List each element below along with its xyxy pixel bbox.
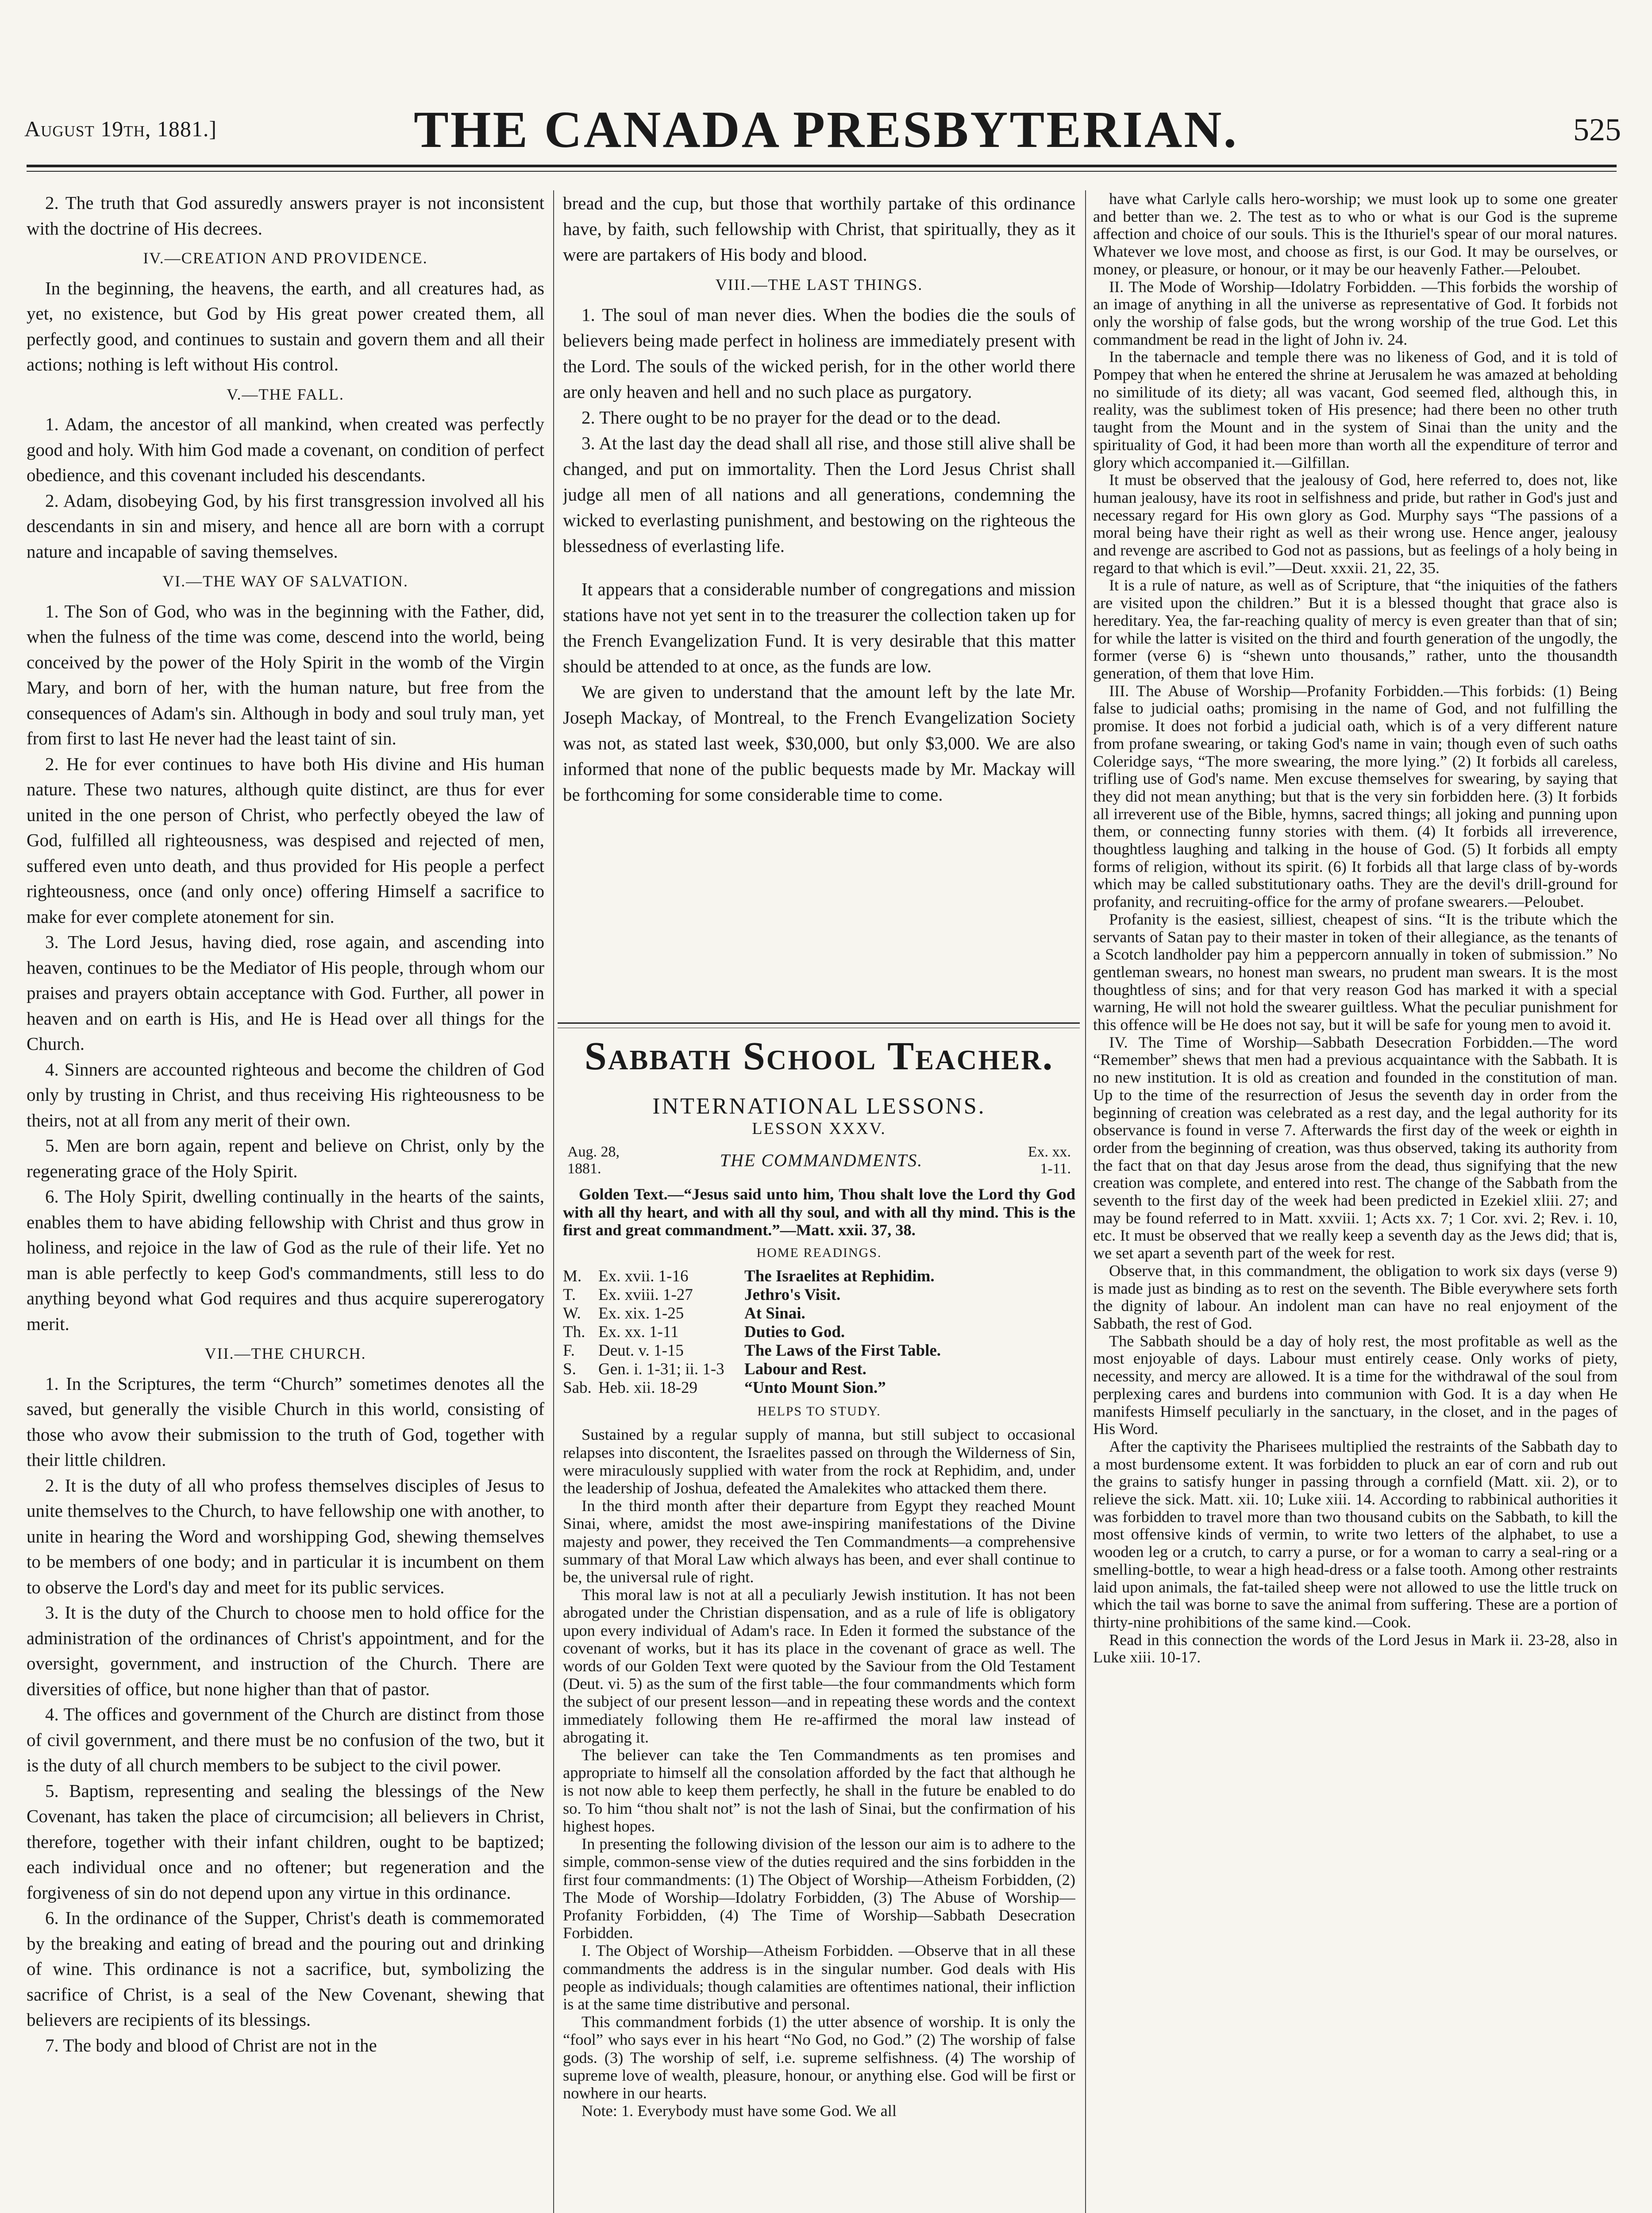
lesson-reference: Ex. xx. 1-11. bbox=[1028, 1144, 1071, 1177]
paragraph: II. The Mode of Worship—Idolatry Forbidden. —This forbids the worship of an image of anything in all the universe as representative of God. It forbids not only the worship of false gods, but the wrong worship of the true God. Let this commandment be read in the light of John iv. 24. bbox=[1093, 278, 1617, 348]
sabbath-school-lesson bbox=[563, 1098, 1075, 2213]
paragraph: 4. The offices and government of the Church are distinct from those of civil government, and there must be no confusion of the two, but it is the duty of all church members to be subject to the civil power. bbox=[27, 1704, 544, 1775]
reading-title: The Israelites at Rephidim. bbox=[744, 1267, 935, 1286]
reading-reference: Gen. i. 1-31; ii. 1-3 bbox=[598, 1360, 724, 1379]
paragraph: 6. In the ordinance of the Supper, Christ's death is commemorated by the breaking and eating of bread and the pouring out and drinking of wine. This ordinance is not a sacrifice, but, symbolizing the sacrifice of Christ, is a seal of the New Covenant, shewing that believers are recipients of its blessings. bbox=[27, 1908, 544, 2030]
reading-row bbox=[563, 1360, 1075, 1379]
section-heading: VIII.—THE LAST THINGS. bbox=[715, 276, 923, 293]
paragraph: I. The Object of Worship—Atheism Forbidden. —Observe that in all these commandments the address is in the singular number. God deals with His people as individuals; though calamities are oftentimes national, their infliction is at the same time distributive and personal. bbox=[563, 1942, 1075, 2013]
reading-day: W. bbox=[563, 1304, 581, 1323]
paragraph: Note: 1. Everybody must have some God. We all bbox=[581, 2102, 897, 2120]
reading-title: “Unto Mount Sion.” bbox=[744, 1379, 886, 1397]
paragraph: 1. Adam, the ancestor of all mankind, when created was perfectly good and holy. With him God made a covenant, on condition of perfect obedience, and this covenant included his descendants. bbox=[27, 414, 544, 485]
reading-title: At Sinai. bbox=[744, 1304, 805, 1323]
paragraph: have what Carlyle calls hero-worship; we must look up to some one greater and better than we. 2. The test as to who or what is our God is the supreme affection and choice of our souls. This is the Ithuriel's spear of our moral natures. Whatever we love most, and choose as first, is our God. It may be ourselves, or money, or pleasure, or honour, or it may be our heavenly Father.—Peloubet. bbox=[1093, 190, 1617, 278]
reading-row bbox=[563, 1267, 1075, 1286]
paragraph: Read in this connection the words of the Lord Jesus in Mark ii. 23-28, also in Luke xiii. 10-17. bbox=[1093, 1631, 1617, 1666]
reading-reference: Ex. xix. 1-25 bbox=[598, 1304, 684, 1323]
reading-reference: Ex. xviii. 1-27 bbox=[598, 1286, 693, 1304]
reading-day: T. bbox=[563, 1286, 576, 1304]
reading-day: Sab. bbox=[563, 1379, 592, 1397]
home-readings-list bbox=[563, 1267, 1075, 1397]
column-divider bbox=[1085, 190, 1086, 2213]
masthead-rule-thin bbox=[27, 171, 1617, 172]
paragraph: We are given to understand that the amount left by the late Mr. Joseph Mackay, of Montreal, to the French Evangelization Society was not, as stated last week, $30,000, but only $3,000. We are also informed that none of the public bequests made by Mr. Mackay will be forthcoming for some considerable time to come. bbox=[563, 682, 1075, 805]
paragraph: In the beginning, the heavens, the earth, and all creatures had, as yet, no existence, but God by His great power created them, all perfectly good, and continues to sustain and govern them and all their actions; nothing is left without His control. bbox=[27, 278, 544, 374]
lessons-heading: INTERNATIONAL LESSONS. bbox=[652, 1098, 986, 1119]
section-heading: VII.—THE CHURCH. bbox=[204, 1345, 366, 1362]
paragraph: It appears that a considerable number of congregations and mission stations have not yet sent in to the treasurer the collection taken up for the French Evangelization Fund. It is very desirable that this matter should be attended to at once, as the funds are low. bbox=[563, 579, 1075, 676]
paragraph: 2. He for ever continues to have both His divine and His human nature. These two natures, although quite distinct, are thus for ever united in the one person of Christ, who perfectly obeyed the law of God, fulfilled all righteousness, was despised and rejected of men, suffered even unto death, and thus provided for His people a perfect righteousness, once (and only once) offering Himself a sacrifice to make for ever complete atonement for sin. bbox=[27, 753, 544, 927]
paragraph: 5. Men are born again, repent and believe on Christ, only by the regenerating grace of the Holy Spirit. bbox=[27, 1135, 544, 1181]
lesson-body bbox=[563, 1426, 1075, 2120]
masthead bbox=[0, 0, 1652, 159]
reading-day: Th. bbox=[563, 1323, 585, 1342]
newspaper-title: THE CANADA PRESBYTERIAN. bbox=[413, 100, 1238, 158]
issue-date: August 19th, 1881.] bbox=[24, 116, 217, 141]
section-rule bbox=[558, 1022, 1080, 1024]
paragraph: 3. The Lord Jesus, having died, rose again, and ascending into heaven, continues to be the Mediator of His people, through whom our praises and prayers obtain acceptance with God. Further, all power in heaven and on earth is His, and He is Head over all things for the Church. bbox=[27, 932, 544, 1054]
paragraph: 5. Baptism, representing and sealing the blessings of the New Covenant, has taken the place of circumcision; all believers in Christ, therefore, together with their infant children, ought to be baptized; each individual once and no oftener; but regeneration and the forgiveness of sin do not depend upon any virtue in this ordinance. bbox=[27, 1780, 544, 1903]
reading-title: The Laws of the First Table. bbox=[744, 1342, 941, 1360]
paragraph: 1. In the Scriptures, the term “Church” sometimes denotes all the saved, but generally the visible Church in this world, consisting of those who avow their submission to the truth of God, together with their little children. bbox=[27, 1373, 544, 1470]
paragraph: The believer can take the Ten Commandments as ten promises and appropriate to himself all the consolation afforded by the fact that although he is not now able to keep them perfectly, he shall in the future be enabled to do so. To him “thou shalt not” is not the lash of Sinai, but the confirmation of his highest hopes. bbox=[563, 1746, 1075, 1835]
reading-row bbox=[563, 1323, 1075, 1342]
paragraph: After the captivity the Pharisees multiplied the restraints of the Sabbath day to a most burdensome extent. It was forbidden to pluck an ear of corn and rub out the grains to satisfy hunger in passing through a cornfield (Matt. xii. 2), or to relieve the sick. Matt. xii. 10; Luke xiii. 14. According to rabbinical authorities it was forbidden to travel more than two thousand cubits on the Sabbath, to kill the most offensive kinds of vermin, to write two letters of the alphabet, to use a wooden leg or a crutch, to carry a purse, or for a woman to carry a seal-ring or a smelling-bottle, to wear a high head-dress or a false tooth. Among other restraints laid upon animals, the fat-tailed sheep were not allowed to use the little truck on which the tail was borne to save the animal from suffering. These are a portion of thirty-nine prohibitions of the same kind.—Cook. bbox=[1093, 1437, 1617, 1631]
section-heading: IV.—CREATION AND PROVIDENCE. bbox=[143, 249, 428, 267]
paragraph: bread and the cup, but those that worthily partake of this ordinance have, by faith, such fellowship with Christ, that spiritually, they as it were are partakers of His body and blood. bbox=[563, 193, 1075, 265]
paragraph: In presenting the following division of the lesson our aim is to adhere to the simple, common-sense view of the duties required and the sins forbidden in the first four commandments: (1) The Object of Worship—Atheism Forbidden, (2) The Mode of Worship—Idolatry Forbidden, (3) The Abuse of Worship—Profanity Forbidden, (4) The Time of Worship—Sabbath Desecration Forbidden. bbox=[563, 1835, 1075, 1942]
column-divider bbox=[553, 190, 554, 2213]
reading-row bbox=[563, 1286, 1075, 1304]
paragraph: 1. The Son of God, who was in the beginning with the Father, did, when the fulness of the time was come, descend into the world, being conceived by the power of the Holy Spirit in the womb of the Virgin Mary, and born of her, with the human nature, but free from the consequences of Adam's sin. Although in body and soul truly man, yet from first to last He never had the least taint of sin. bbox=[27, 601, 544, 748]
column-1 bbox=[27, 190, 544, 2213]
reading-title: Duties to God. bbox=[744, 1323, 845, 1342]
section-heading: V.—THE FALL. bbox=[227, 385, 344, 403]
paragraph: The Sabbath should be a day of holy rest, the most profitable as well as the most enjoyable of days. Labour must entirely cease. Only works of piety, necessity, and mercy are allowed. It is a time for the withdrawal of the soul from perplexing cares and burdens into communion with God. It is a day when He manifests Himself peculiarly in the sanctuary, in the closet, and in the pages of His Word. bbox=[1093, 1332, 1617, 1438]
reading-row bbox=[563, 1342, 1075, 1360]
lesson-number: LESSON XXXV. bbox=[752, 1119, 886, 1138]
reading-title: Labour and Rest. bbox=[744, 1360, 866, 1379]
lesson-header-row bbox=[567, 1144, 1071, 1177]
paragraph: III. The Abuse of Worship—Profanity Forbidden.—This forbids: (1) Being false to judicial oaths; promising in the name of God, and not fulfilling the promise. It does not forbid a judicial oath, which is of a very different nature from profane swearing, or taking God's name in vain; though even of such oaths Coleridge says, “The more swearing, the more lying.” (2) It forbids all careless, trifling use of God's name. Men excuse themselves for swearing, by saying that they did not mean anything; but that is the very sin forbidden here. (3) It forbids all irreverent use of the Bible, hymns, sacred things; all joking and punning upon them, or connecting funny stories with them. (4) It forbids all irreverence, thoughtless laughing and talking in the house of God. (5) It forbids all empty forms of religion, without its spirit. (6) It forbids all that large class of by-words which may be called substitutionary oaths. They are the devil's drill-ground for profanity, and recruiting-office for the army of profane swearers.—Peloubet. bbox=[1093, 682, 1617, 911]
paragraph: Profanity is the easiest, silliest, cheapest of sins. “It is the tribute which the servants of Satan pay to their master in token of their allegiance, as the tenants of a Scotch landholder pay him a peppercorn annually in token of submission.” No gentleman swears, no honest man swears, no prudent man swears. It is the most thoughtless of sins; and for that very reason God has marked it with a special warning, He will not hold the swearer guiltless. What the peculiar punishment for this offence will be He does not say, but it will be safe for young men to avoid it. bbox=[1093, 910, 1617, 1034]
paragraph: This moral law is not at all a peculiarly Jewish institution. It has not been abrogated under the Christian dispensation, and as a rule of life is obligatory upon every individual of Adam's race. In Eden it formed the substance of the covenant of works, but it has its place in the covenant of grace as well. The words of our Golden Text were quoted by the Saviour from the Old Testament (Deut. vi. 5) as the sum of the first table—the four commandments which form the subject of our present lesson—and in repeating these words and the context immediately following them He re-affirmed the moral law instead of abrogating it. bbox=[563, 1586, 1075, 1746]
paragraph: 3. At the last day the dead shall all rise, and those still alive shall be changed, and put on immortality. Then the Lord Jesus Christ shall judge all men of all nations and all generations, condemning the wicked to everlasting punishment, and bestowing on the righteous the blessedness of everlasting life. bbox=[563, 433, 1075, 556]
paragraph: 1. The soul of man never dies. When the bodies die the souls of believers being made perfect in holiness are immediately present with the Lord. The souls of the wicked perish, for in the other world there are only heaven and hell and no such place as purgatory. bbox=[563, 305, 1075, 402]
paragraph: 2. There ought to be no prayer for the dead or to the dead. bbox=[581, 407, 1001, 428]
paragraph: It must be observed that the jealousy of God, here referred to, does not, like human jealousy, have its root in selfishness and pride, but rather in God's just and necessary regard for His own glory as God. Murphy says “The passions of a moral being have their right as well as their wrong use. Hence anger, jealousy and revenge are ascribed to God not as passions, but as feelings of a holy being in regard to that which is evil.”—Deut. xxxii. 21, 22, 35. bbox=[1093, 471, 1617, 577]
reading-reference: Deut. v. 1-15 bbox=[598, 1342, 684, 1360]
paragraph: 2. Adam, disobeying God, by his first transgression involved all his descendants in sin and misery, and hence all are born with a corrupt nature and incapable of saving themselves. bbox=[27, 490, 544, 562]
paragraph: Sustained by a regular supply of manna, but still subject to occasional relapses into discontent, the Israelites passed on through the Wilderness of Sin, were miraculously supplied with water from the rock at Rephidim, and, under the leadership of Joshua, defeated the Amalekites who attacked them there. bbox=[563, 1426, 1075, 1497]
reading-reference: Heb. xii. 18-29 bbox=[598, 1379, 698, 1397]
paragraph: In the tabernacle and temple there was no likeness of God, and it is told of Pompey that when he entered the shrine at Jerusalem he was amazed at beholding no similitude of its diety; all was vacant, God seemed fled, although this, in reality, was the sublimest token of His presence; had there been no other truth taught from the Mount and in the system of Sinai than the unity and the spirituality of God, it had been more than worth all the expenditure of terror and glory which accompanied it.—Gilfillan. bbox=[1093, 348, 1617, 471]
page-number: 525 bbox=[1573, 112, 1621, 147]
reading-reference: Ex. xx. 1-11 bbox=[598, 1323, 679, 1342]
masthead-rule bbox=[27, 165, 1617, 167]
paragraph: 7. The body and blood of Christ are not in the bbox=[45, 2035, 377, 2055]
home-readings-heading: HOME READINGS. bbox=[756, 1245, 882, 1261]
paragraph: In the third month after their departure from Egypt they reached Mount Sinai, where, amidst the most awe-inspiring manifestations of the Divine majesty and power, they received the Ten Commandments—a comprehensive summary of that Moral Law which always has been, and ever shall continue to be, the universal rule of right. bbox=[563, 1497, 1075, 1586]
golden-text: Golden Text.—“Jesus said unto him, Thou shalt love the Lord thy God with all thy heart, and with all thy soul, and with all thy mind. This is the first and great commandment.”—Matt. xxii. 37, 38. bbox=[563, 1185, 1075, 1239]
reading-reference: Ex. xvii. 1-16 bbox=[598, 1267, 689, 1286]
paragraph: Observe that, in this commandment, the obligation to work six days (verse 9) is made just as binding as to rest on the seventh. The Bible everywhere sets forth the dignity of labour. An indolent man can have no real enjoyment of the Sabbath, the rest of God. bbox=[1093, 1261, 1617, 1332]
reading-day: M. bbox=[563, 1267, 582, 1286]
section-banner: Sabbath School Teacher. bbox=[584, 1034, 1054, 1078]
paragraph: 2. The truth that God assuredly answers prayer is not inconsistent with the doctrine of His decrees. bbox=[27, 193, 544, 239]
column-3 bbox=[1093, 190, 1617, 2213]
reading-row bbox=[563, 1304, 1075, 1323]
paragraph-gap bbox=[563, 559, 1075, 576]
paragraph: It is a rule of nature, as well as of Scripture, that “the iniquities of the fathers are visited upon the children.” But it is a blessed thought that grace also is hereditary. Yea, the far-reaching quality of mercy is even greater than that of sin; for while the latter is visited on the third and fourth generation of the ungodly, the former (verse 6) is “shewn unto thousands,” rather, unto the thousandth generation, of them that love Him. bbox=[1093, 576, 1617, 682]
paragraph: 3. It is the duty of the Church to choose men to hold office for the administration of the ordinances of Christ's appointment, and for the oversight, government, and instruction of the Church. There are diversities of office, but none higher than that of pastor. bbox=[27, 1602, 544, 1699]
paragraph: This commandment forbids (1) the utter absence of worship. It is only the “fool” who says ever in his heart “No God, no God.” (2) The worship of false gods. (3) The worship of self, i.e. supreme selfishness. (4) The worship of supreme love of wealth, pleasure, honour, or anything else. God will be first or nowhere in our hearts. bbox=[563, 2013, 1075, 2102]
paragraph: 2. It is the duty of all who profess themselves disciples of Jesus to unite themselves to the Church, to have fellowship one with another, to unite in hearing the Word and worshipping God, shewing themselves to be members of one body; and in particular it is incumbent on them to observe the Lord's day and meet for its public services. bbox=[27, 1475, 544, 1597]
reading-day: S. bbox=[563, 1360, 576, 1379]
section-heading: VI.—THE WAY OF SALVATION. bbox=[162, 572, 408, 590]
lesson-date: Aug. 28, 1881. bbox=[567, 1144, 620, 1177]
paragraph: 4. Sinners are accounted righteous and become the children of God only by trusting in Christ, and thus receiving His righteousness to be theirs, not at all from any merit of their own. bbox=[27, 1059, 544, 1130]
paragraph: IV. The Time of Worship—Sabbath Desecration Forbidden.—The word “Remember” shews that men had a previous acquaintance with the Sabbath. It is no new institution. It is old as creation and founded in the constitution of man. Up to the time of the resurrection of Jesus the seventh day in order from the beginning of creation was celebrated as a rest day, and the legal authority for its observance is found in verse 7. Afterwards the first day of the week or eighth in order from the beginning of creation, was thus observed, taking its authority from the fact that on that day Jesus arose from the dead, thus signifying that the new creation was complete, and entered into rest. The change of the Sabbath from the seventh to the first day of the week had been predicted in Ezekiel xliii. 27; and may be found referred to in Matt. xxviii. 1; Acts xx. 7; 1 Cor. xvi. 2; Rev. i. 10, etc. It must be observed that we really keep a seventh day as the Jews did; that is, we set apart a seventh part of the week for rest. bbox=[1093, 1033, 1617, 1262]
reading-row bbox=[563, 1379, 1075, 1397]
paragraph: 6. The Holy Spirit, dwelling continually in the hearts of the saints, enables them to have abiding fellowship with Christ and thus grow in holiness, and rejoice in the law of God as the rule of their life. Yet no man is able perfectly to keep God's commandments, still less to do anything beyond what God requires and thus acquire supererogatory merit. bbox=[27, 1186, 544, 1334]
reading-day: F. bbox=[563, 1342, 575, 1360]
helps-heading: HELPS TO STUDY. bbox=[757, 1404, 881, 1419]
reading-title: Jethro's Visit. bbox=[744, 1286, 841, 1304]
column-2-top bbox=[563, 190, 1075, 1027]
lesson-theme: THE COMMANDMENTS. bbox=[720, 1150, 923, 1171]
